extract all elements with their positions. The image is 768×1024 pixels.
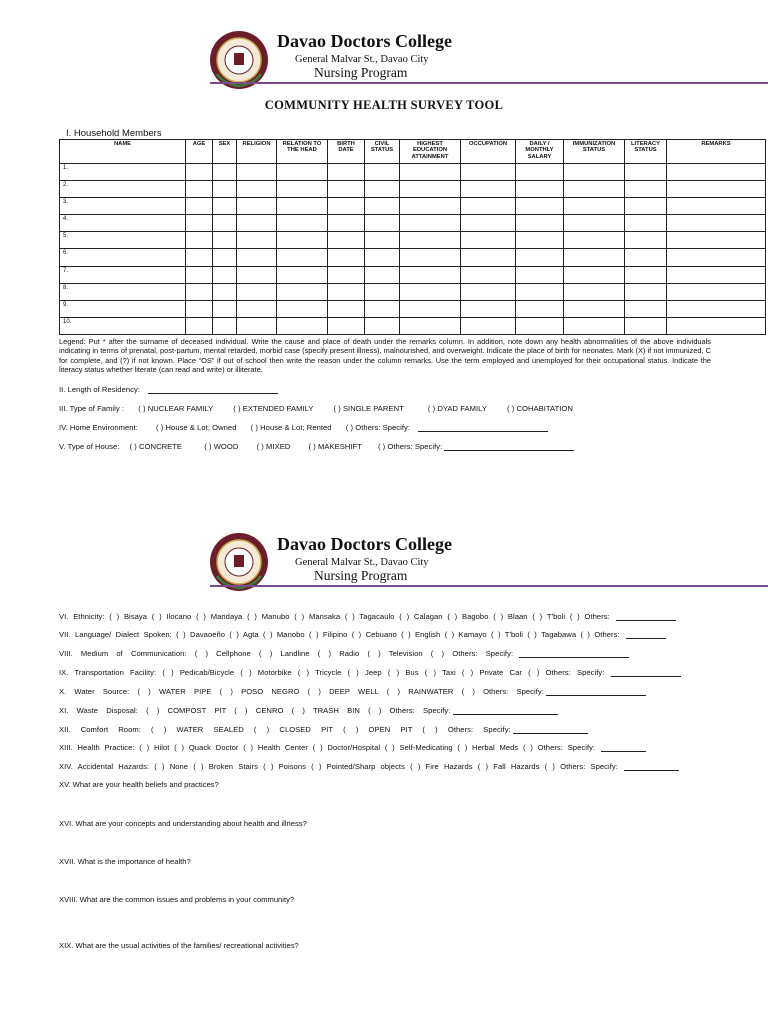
table-cell[interactable] <box>328 181 365 198</box>
home-owned-option[interactable]: ( ) House & Lot; Owned <box>156 423 237 432</box>
ethnicity-others-field[interactable] <box>616 612 676 621</box>
communication-text: VIII. Medium of Communication: ( ) Cellphone ( ) Landline ( ) Radio ( ) Television ( ) Others: Specify: <box>59 649 514 658</box>
table-cell[interactable] <box>400 181 461 198</box>
table-cell[interactable] <box>365 164 400 181</box>
table-cell[interactable] <box>564 266 625 283</box>
household-members-table <box>59 139 766 335</box>
table-cell[interactable] <box>667 300 766 317</box>
table-cell[interactable] <box>237 266 277 283</box>
table-cell[interactable] <box>625 283 667 300</box>
home-others-option[interactable]: ( ) Others: Specify: <box>345 423 411 432</box>
table-cell[interactable] <box>461 317 516 334</box>
table-cell[interactable] <box>564 215 625 232</box>
table-cell[interactable] <box>625 317 667 334</box>
column-header: IMMUNIZATION STATUS <box>564 140 625 164</box>
home-rented-option[interactable]: ( ) House & Lot; Rented <box>250 423 332 432</box>
house-makeshift-option[interactable]: ( ) MAKESHIFT <box>308 442 362 451</box>
header-rule <box>210 82 768 84</box>
table-cell[interactable] <box>516 232 564 249</box>
house-mixed-option[interactable]: ( ) MIXED <box>256 442 291 451</box>
table-cell[interactable] <box>277 215 328 232</box>
table-row <box>60 164 766 181</box>
table-cell[interactable] <box>237 283 277 300</box>
question-community-issues: XVIII. What are the common issues and problems in your community? <box>59 895 295 904</box>
college-seal-logo <box>209 30 269 90</box>
row-number-cell[interactable]: 5. <box>60 232 186 249</box>
table-cell[interactable] <box>186 317 213 334</box>
hazards-line <box>59 762 679 771</box>
table-cell[interactable] <box>461 266 516 283</box>
hazards-others-field[interactable] <box>624 762 679 771</box>
house-concrete-option[interactable]: ( ) CONCRETE <box>129 442 183 451</box>
table-row <box>60 249 766 266</box>
document-title: COMMUNITY HEALTH SURVEY TOOL <box>264 98 504 112</box>
table-cell[interactable] <box>237 164 277 181</box>
language-others-field[interactable] <box>626 630 666 639</box>
waste-disposal-line <box>59 706 558 715</box>
home-environment-line <box>59 423 548 432</box>
table-cell[interactable] <box>667 232 766 249</box>
house-type-label: V. Type of House: <box>59 442 120 451</box>
family-dyad-option[interactable]: ( ) DYAD FAMILY <box>427 404 487 413</box>
table-row <box>60 300 766 317</box>
question-importance-of-health: XVII. What is the importance of health? <box>59 857 191 866</box>
table-cell[interactable] <box>328 249 365 266</box>
transportation-others-field[interactable] <box>611 668 681 677</box>
table-cell[interactable] <box>328 266 365 283</box>
table-cell[interactable] <box>277 266 328 283</box>
table-cell[interactable] <box>237 317 277 334</box>
table-cell[interactable] <box>400 232 461 249</box>
table-cell[interactable] <box>400 300 461 317</box>
table-cell[interactable] <box>328 215 365 232</box>
row-number-cell[interactable]: 1. <box>60 164 186 181</box>
table-cell[interactable] <box>328 283 365 300</box>
program-name: Nursing Program <box>314 65 408 80</box>
table-cell[interactable] <box>213 198 237 215</box>
table-cell[interactable] <box>667 164 766 181</box>
table-cell[interactable] <box>400 198 461 215</box>
table-cell[interactable] <box>213 283 237 300</box>
ethnicity-text: VI. Ethnicity: ( ) Bisaya ( ) Ilocano ( ) Mandaya ( ) Manubo ( ) Mansaka ( ) Tagacaulo ( ) Calagan ( ) Bagobo ( ) Blaan ( ) T'boli ( ) Others: <box>59 612 610 621</box>
transportation-text: IX. Transportation Facility: ( ) Pedicab/Bicycle ( ) Motorbike ( ) Tricycle ( ) Jeep ( ) Bus ( ) Taxi ( ) Private Car ( ) Others: Specify: <box>59 668 605 677</box>
communication-others-field[interactable] <box>519 649 629 658</box>
table-cell[interactable] <box>461 181 516 198</box>
column-header: LITERACY STATUS <box>625 140 667 164</box>
table-cell[interactable] <box>213 164 237 181</box>
table-row <box>60 232 766 249</box>
water-others-field[interactable] <box>546 687 646 696</box>
table-cell[interactable] <box>667 266 766 283</box>
table-cell[interactable] <box>667 198 766 215</box>
ethnicity-line <box>59 612 676 621</box>
table-header-row <box>60 140 766 164</box>
table-cell[interactable] <box>186 266 213 283</box>
column-header: OCCUPATION <box>461 140 516 164</box>
family-type-label: III. Type of Family : <box>59 404 125 413</box>
table-cell[interactable] <box>564 317 625 334</box>
table-cell[interactable] <box>365 181 400 198</box>
table-cell[interactable] <box>625 215 667 232</box>
table-cell[interactable] <box>625 198 667 215</box>
table-cell[interactable] <box>237 249 277 266</box>
table-cell[interactable] <box>277 164 328 181</box>
row-number-cell[interactable]: 4. <box>60 215 186 232</box>
row-number-cell[interactable]: 9. <box>60 300 186 317</box>
table-cell[interactable] <box>516 266 564 283</box>
table-cell[interactable] <box>400 266 461 283</box>
table-cell[interactable] <box>213 232 237 249</box>
column-header: NAME <box>60 140 186 164</box>
column-header: HIGHEST EDUCATION ATTAINMENT <box>400 140 461 164</box>
table-cell[interactable] <box>625 181 667 198</box>
table-cell[interactable] <box>213 249 237 266</box>
family-extended-option[interactable]: ( ) EXTENDED FAMILY <box>233 404 314 413</box>
college-address: General Malvar St., Davao City <box>295 54 429 65</box>
home-environment-label: IV. Home Environment: <box>59 423 138 432</box>
table-cell[interactable] <box>461 283 516 300</box>
table-cell[interactable] <box>365 266 400 283</box>
table-cell[interactable] <box>328 164 365 181</box>
column-header: CIVIL STATUS <box>365 140 400 164</box>
table-cell[interactable] <box>625 266 667 283</box>
transportation-line <box>59 668 681 677</box>
table-cell[interactable] <box>625 300 667 317</box>
table-cell[interactable] <box>564 249 625 266</box>
table-cell[interactable] <box>564 232 625 249</box>
table-cell[interactable] <box>277 249 328 266</box>
column-header: BIRTH DATE <box>328 140 365 164</box>
table-cell[interactable] <box>365 215 400 232</box>
table-cell[interactable] <box>213 317 237 334</box>
table-cell[interactable] <box>365 232 400 249</box>
table-cell[interactable] <box>186 232 213 249</box>
table-row <box>60 266 766 283</box>
health-practice-others-field[interactable] <box>601 743 646 752</box>
table-cell[interactable] <box>400 215 461 232</box>
table-cell[interactable] <box>328 317 365 334</box>
table-cell[interactable] <box>400 317 461 334</box>
row-number-cell[interactable]: 6. <box>60 249 186 266</box>
row-number-cell[interactable]: 10. <box>60 317 186 334</box>
house-type-line <box>59 442 574 451</box>
question-recreational-activities: XIX. What are the usual activities of the families/ recreational activities? <box>59 941 299 950</box>
table-cell[interactable] <box>516 198 564 215</box>
table-cell[interactable] <box>277 300 328 317</box>
table-cell[interactable] <box>213 300 237 317</box>
table-row <box>60 283 766 300</box>
comfort-others-field[interactable] <box>513 725 588 734</box>
table-cell[interactable] <box>277 181 328 198</box>
table-cell[interactable] <box>277 232 328 249</box>
family-type-line <box>59 404 573 413</box>
program-name: Nursing Program <box>314 568 408 583</box>
table-cell[interactable] <box>365 283 400 300</box>
row-number-cell[interactable]: 7. <box>60 266 186 283</box>
table-cell[interactable] <box>667 249 766 266</box>
table-cell[interactable] <box>186 283 213 300</box>
house-wood-option[interactable]: ( ) WOOD <box>204 442 239 451</box>
table-cell[interactable] <box>277 198 328 215</box>
table-cell[interactable] <box>564 164 625 181</box>
residency-field[interactable] <box>148 385 278 394</box>
question-health-beliefs: XV. What are your health beliefs and practices? <box>59 780 219 789</box>
residency-line <box>59 385 278 394</box>
table-cell[interactable] <box>564 198 625 215</box>
college-address: General Malvar St., Davao City <box>295 557 429 568</box>
table-cell[interactable] <box>516 317 564 334</box>
college-seal-logo <box>209 532 269 592</box>
house-others-option[interactable]: ( ) Others: Specify: <box>377 442 443 451</box>
header-rule <box>210 585 768 587</box>
table-row <box>60 215 766 232</box>
house-others-field[interactable] <box>444 442 574 451</box>
table-cell[interactable] <box>186 249 213 266</box>
table-cell[interactable] <box>625 164 667 181</box>
table-cell[interactable] <box>213 215 237 232</box>
language-line <box>59 630 666 639</box>
column-header: DAILY / MONTHLY SALARY <box>516 140 564 164</box>
table-cell[interactable] <box>667 215 766 232</box>
table-cell[interactable] <box>213 181 237 198</box>
home-others-field[interactable] <box>418 423 548 432</box>
table-legend: Legend: Put * after the surname of deceased individual. Write the cause and place of death under the remarks column. In addition, note down any health abnormalities of the above individuals indicating in terms of prenatal, post-partum, mental retarded, morbid case (specify present illness), malnourished, and overweight. Indicate the place of birth for neonates. Mark (X) if not immunized, C for complete, and (?) if not known. Place “OS” if out of school then write the reason under the column remarks. Use the term employed and unemployed for their occupational status. Indicate the literacy status whether literate (can read and write) or illiterate. <box>59 337 711 374</box>
college-name: Davao Doctors College <box>277 534 452 554</box>
table-cell[interactable] <box>564 283 625 300</box>
family-cohabitation-option[interactable]: ( ) COHABITATION <box>507 404 573 413</box>
table-row <box>60 181 766 198</box>
family-single-parent-option[interactable]: ( ) SINGLE PARENT <box>333 404 404 413</box>
column-header: AGE <box>186 140 213 164</box>
family-nuclear-option[interactable]: ( ) NUCLEAR FAMILY <box>138 404 214 413</box>
column-header: SEX <box>213 140 237 164</box>
row-number-cell[interactable]: 8. <box>60 283 186 300</box>
table-cell[interactable] <box>213 266 237 283</box>
table-cell[interactable] <box>461 215 516 232</box>
table-cell[interactable] <box>237 300 277 317</box>
table-cell[interactable] <box>237 198 277 215</box>
residency-label: II. Length of Residency: <box>59 385 140 394</box>
table-cell[interactable] <box>667 181 766 198</box>
table-cell[interactable] <box>461 198 516 215</box>
table-cell[interactable] <box>461 164 516 181</box>
table-cell[interactable] <box>400 283 461 300</box>
table-cell[interactable] <box>237 232 277 249</box>
table-cell[interactable] <box>516 283 564 300</box>
table-cell[interactable] <box>516 164 564 181</box>
table-cell[interactable] <box>625 232 667 249</box>
health-practice-line <box>59 743 646 752</box>
table-cell[interactable] <box>237 215 277 232</box>
table-cell[interactable] <box>516 249 564 266</box>
water-source-text: X. Water Source: ( ) WATER PIPE ( ) POSO NEGRO ( ) DEEP WELL ( ) RAINWATER ( ) Others: Specify: <box>59 687 544 696</box>
household-section-label: I. Household Members <box>66 128 162 139</box>
question-health-concepts: XVI. What are your concepts and understanding about health and illness? <box>59 819 307 828</box>
table-row <box>60 198 766 215</box>
column-header: RELIGION <box>237 140 277 164</box>
table-cell[interactable] <box>400 164 461 181</box>
table-cell[interactable] <box>328 232 365 249</box>
table-cell[interactable] <box>237 181 277 198</box>
table-cell[interactable] <box>667 317 766 334</box>
table-row <box>60 317 766 334</box>
communication-line <box>59 649 629 658</box>
college-name: Davao Doctors College <box>277 31 452 51</box>
table-cell[interactable] <box>516 300 564 317</box>
table-cell[interactable] <box>365 317 400 334</box>
row-number-cell[interactable]: 2. <box>60 181 186 198</box>
table-cell[interactable] <box>461 249 516 266</box>
table-cell[interactable] <box>461 232 516 249</box>
table-cell[interactable] <box>564 181 625 198</box>
table-cell[interactable] <box>186 198 213 215</box>
waste-others-field[interactable] <box>453 706 558 715</box>
table-cell[interactable] <box>625 249 667 266</box>
table-cell[interactable] <box>186 181 213 198</box>
table-cell[interactable] <box>365 249 400 266</box>
table-cell[interactable] <box>277 317 328 334</box>
column-header: RELATION TO THE HEAD <box>277 140 328 164</box>
table-cell[interactable] <box>186 215 213 232</box>
column-header: REMARKS <box>667 140 766 164</box>
table-cell[interactable] <box>516 181 564 198</box>
table-cell[interactable] <box>277 283 328 300</box>
table-cell[interactable] <box>186 164 213 181</box>
table-cell[interactable] <box>400 249 461 266</box>
water-source-line <box>59 687 646 696</box>
hazards-text: XIV. Accidental Hazards: ( ) None ( ) Broken Stairs ( ) Poisons ( ) Pointed/Sharp objects ( ) Fire Hazards ( ) Fall Hazards ( ) Others: Specify: <box>59 762 618 771</box>
table-cell[interactable] <box>564 300 625 317</box>
table-cell[interactable] <box>328 300 365 317</box>
language-text: VII. Language/ Dialect Spoken: ( ) Davaoeño ( ) Agta ( ) Manobo ( ) Filipino ( ) Cebuano ( ) English ( ) Kamayo ( ) T'boli ( ) Tagabawa ( ) Others: <box>59 630 620 639</box>
table-cell[interactable] <box>516 215 564 232</box>
table-cell[interactable] <box>461 300 516 317</box>
row-number-cell[interactable]: 3. <box>60 198 186 215</box>
table-cell[interactable] <box>365 198 400 215</box>
comfort-room-line <box>59 725 588 734</box>
table-cell[interactable] <box>667 283 766 300</box>
table-cell[interactable] <box>186 300 213 317</box>
comfort-room-text: XII. Comfort Room: ( ) WATER SEALED ( ) CLOSED PIT ( ) OPEN PIT ( ) Others: Specify: <box>59 725 511 734</box>
table-cell[interactable] <box>328 198 365 215</box>
table-cell[interactable] <box>365 300 400 317</box>
health-practice-text: XIII. Health Practice: ( ) Hilot ( ) Quack Doctor ( ) Health Center ( ) Doctor/Hospital ( ) Self-Medicating ( ) Herbal Meds ( ) Others: Specify: <box>59 743 596 752</box>
waste-disposal-text: XI. Waste Disposal: ( ) COMPOST PIT ( ) CENRO ( ) TRASH BIN ( ) Others: Specify: <box>59 706 451 715</box>
